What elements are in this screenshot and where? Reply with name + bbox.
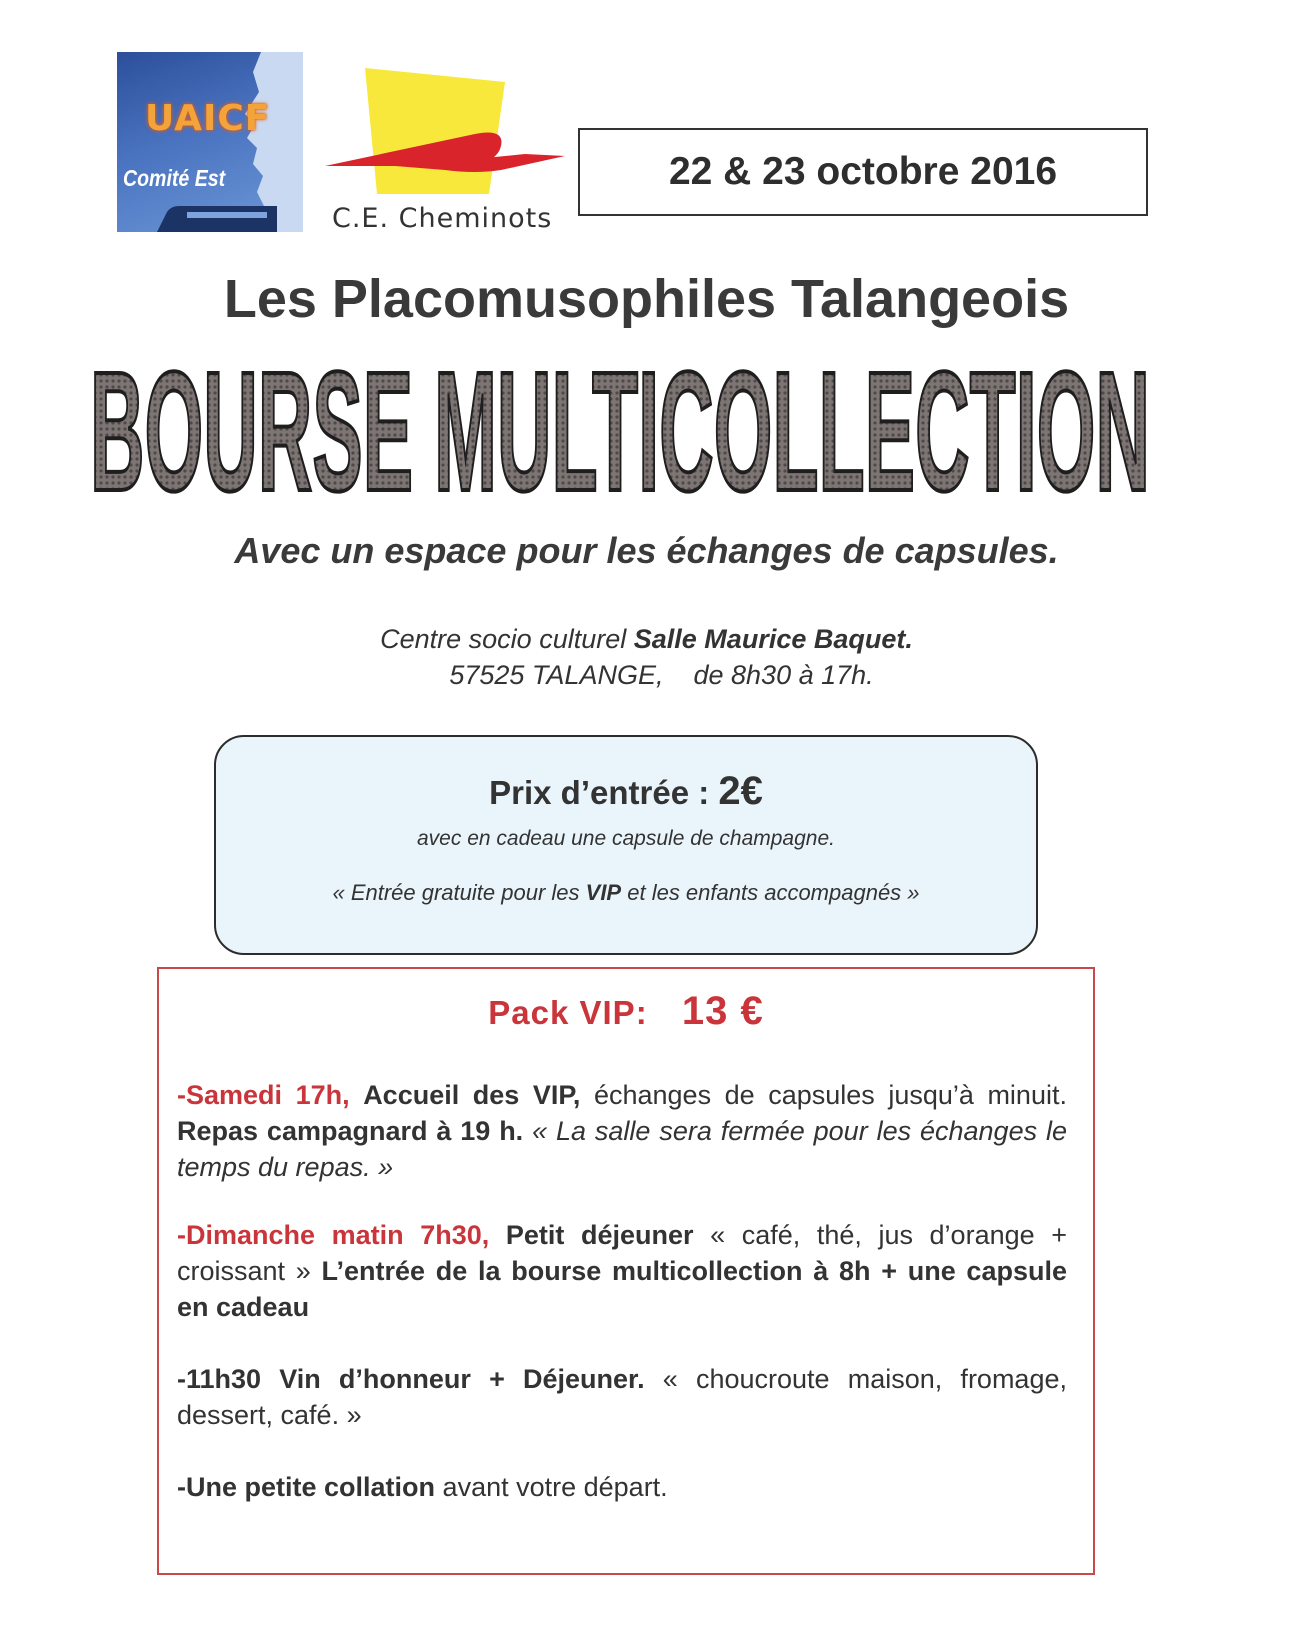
venue-prefix: Centre socio culturel (380, 624, 627, 654)
uaicf-logo (117, 52, 303, 232)
item2-breakfast-detail: « café, thé, jus d’orange + croissant » (177, 1220, 1067, 1286)
free-note-close: et les enfants accompagnés » (627, 880, 920, 905)
train-icon (157, 202, 277, 232)
event-date: 22 & 23 octobre 2016 (578, 128, 1148, 216)
item1-exchanges: échanges de capsules jusqu’à minuit. (593, 1080, 1067, 1110)
subtitle: Avec un espace pour les échanges de capsules. (234, 530, 1059, 571)
item1-note: « La salle sera fermée pour les échanges le temps du repas. » (177, 1116, 1067, 1182)
item1-dinner: Repas campagnard à 19 h. (177, 1116, 524, 1146)
vip-pack-label: Pack VIP: (488, 994, 648, 1031)
venue (0, 621, 1293, 693)
free-note-open: « Entrée gratuite pour les (332, 880, 580, 905)
entry-free-note (216, 880, 1036, 906)
venue-line-2 (0, 657, 1293, 693)
vip-item-snack (177, 1469, 1067, 1505)
venue-name: Salle Maurice Baquet. (633, 624, 913, 654)
entry-price-value: 2€ (718, 769, 763, 813)
vip-pack-title (159, 989, 1093, 1034)
item4-detail: avant votre départ. (442, 1472, 668, 1502)
item2-breakfast: Petit déjeuner (505, 1220, 694, 1250)
item4-snack: -Une petite collation (177, 1472, 436, 1502)
item3-lunch: -11h30 Vin d’honneur + Déjeuner. (177, 1364, 645, 1394)
entry-price (216, 769, 1036, 814)
main-title-text: BOURSE MULTICOLLECTION (90, 348, 1150, 500)
vip-pack-price: 13 € (681, 989, 764, 1033)
club-title: Les Placomusophiles Talangeois (223, 269, 1070, 329)
entry-gift: avec en cadeau une capsule de champagne. (417, 827, 835, 850)
item2-entry: L’entrée de la bourse multicollection à 8h + une capsule en cadeau (177, 1256, 1067, 1322)
ce-cheminots-logo (325, 66, 565, 196)
venue-line-1 (0, 621, 1293, 657)
item3-menu: « choucroute maison, fromage, dessert, café. » (177, 1364, 1067, 1430)
vip-item-lunch (177, 1361, 1067, 1433)
entry-price-box (214, 735, 1038, 955)
free-note-vip: VIP (585, 880, 622, 905)
vip-item-sunday (177, 1217, 1067, 1325)
uaicf-logo-text: UAICF (145, 98, 271, 139)
entry-price-label: Prix d’entrée : (489, 774, 710, 811)
uaicf-logo-subtitle: Comité Est (123, 165, 226, 191)
ce-cheminots-label: C.E. Cheminots (332, 203, 553, 234)
item1-welcome: Accueil des VIP, (363, 1080, 581, 1110)
venue-address: 57525 TALANGE, (449, 660, 664, 690)
main-title (80, 348, 1160, 500)
vip-pack-box (157, 967, 1095, 1575)
vip-item-saturday (177, 1077, 1067, 1185)
venue-hours: de 8h30 à 17h. (693, 660, 874, 690)
item2-lead: -Dimanche matin 7h30, (177, 1220, 490, 1250)
item1-lead: -Samedi 17h, (177, 1080, 350, 1110)
